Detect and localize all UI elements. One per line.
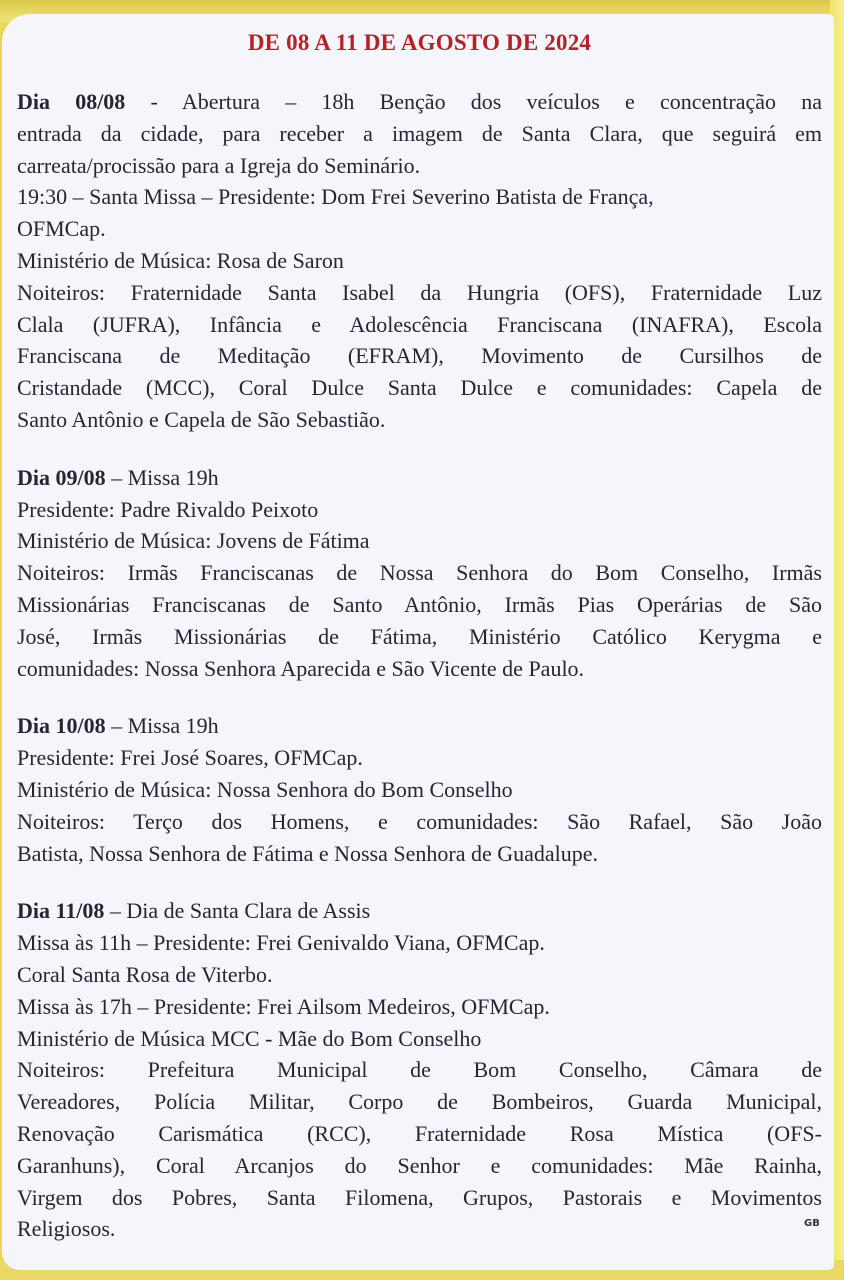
text-line: Ministério de Música: Nossa Senhora do Bom Conselho <box>17 776 513 802</box>
text-line: Ministério de Música: Jovens de Fátima <box>17 528 370 554</box>
text-line: Noiteiros: Prefeitura Municipal de Bom Conselho, Câmara de <box>17 1057 822 1083</box>
text-line: Presidente: Padre Rivaldo Peixoto <box>17 496 319 522</box>
day-section-11-08 <box>17 895 822 1245</box>
day-date: Dia 11/08 <box>17 898 105 924</box>
text-line: Noiteiros: Fraternidade Santa Isabel da Hungria (OFS), Fraternidade Luz <box>17 279 822 305</box>
text-line: Santo Antônio e Capela de São Sebastião. <box>17 406 386 432</box>
day-date: Dia 08/08 <box>17 89 126 114</box>
text-line: Missionárias Franciscanas de Santo Antônio, Irmãs Pias Operárias de São <box>17 591 822 617</box>
day-first-line <box>17 710 822 742</box>
text-line: Noiteiros: Irmãs Franciscanas de Nossa Senhora do Bom Conselho, Irmãs <box>17 560 822 586</box>
text-line: Missa às 17h – Presidente: Frei Ailsom Medeiros, OFMCap. <box>17 993 550 1019</box>
day-section-09-08 <box>17 462 822 685</box>
page-title: DE 08 A 11 DE AGOSTO DE 2024 <box>247 30 592 55</box>
text-line: - Abertura – 18h Benção dos veículos e concentração na <box>150 89 822 114</box>
text-line: Vereadores, Polícia Militar, Corpo de Bombeiros, Guarda Municipal, <box>17 1089 822 1115</box>
text-line: Ministério de Música MCC - Mãe do Bom Conselho <box>17 1025 482 1051</box>
day-section-10-08 <box>17 710 822 869</box>
text-line: entrada da cidade, para receber a imagem de Santa Clara, que seguirá em <box>17 120 822 146</box>
day-section-08-08 <box>17 86 822 436</box>
text-line: Noiteiros: Terço dos Homens, e comunidades: São Rafael, São João <box>17 808 822 834</box>
text-line: 19:30 – Santa Missa – Presidente: Dom Frei Severino Batista de França, <box>17 184 654 210</box>
text-line: Religiosos. <box>17 1216 116 1242</box>
text-line: comunidades: Nossa Senhora Aparecida e São Vicente de Paulo. <box>17 655 585 681</box>
text-line: Presidente: Frei José Soares, OFMCap. <box>17 745 363 771</box>
day-date: Dia 09/08 <box>17 464 106 490</box>
text-line: Batista, Nossa Senhora de Fátima e Nossa Senhora de Guadalupe. <box>17 840 599 866</box>
text-line: Renovação Carismática (RCC), Fraternidade Rosa Mística (OFS- <box>17 1120 822 1146</box>
text-line: Garanhuns), Coral Arcanjos do Senhor e comunidades: Mãe Rainha, <box>17 1152 822 1178</box>
text-line: Ministério de Música: Rosa de Saron <box>17 247 344 273</box>
text-line: José, Irmãs Missionárias de Fátima, Ministério Católico Kerygma e <box>17 623 822 649</box>
program-sheet <box>2 14 834 1270</box>
text-line: Franciscana de Meditação (EFRAM), Movimento de Cursilhos de <box>17 343 822 369</box>
day-first-line <box>17 86 822 118</box>
text-line: – Missa 19h <box>111 464 219 490</box>
day-first-line <box>17 895 822 927</box>
text-line: – Missa 19h <box>111 713 219 739</box>
text-line: Cristandade (MCC), Coral Dulce Santa Dulce e comunidades: Capela de <box>17 375 822 401</box>
day-date: Dia 10/08 <box>17 713 106 739</box>
text-line: – Dia de Santa Clara de Assis <box>109 898 371 924</box>
corner-stamp: GB <box>804 1218 820 1229</box>
text-line: Missa às 11h – Presidente: Frei Genivaldo Viana, OFMCap. <box>17 930 545 956</box>
day-first-line <box>17 462 822 494</box>
text-line: Virgem dos Pobres, Santa Filomena, Grupos, Pastorais e Movimentos <box>17 1184 822 1210</box>
text-line: carreata/procissão para a Igreja do Seminário. <box>17 152 421 178</box>
text-line: Clala (JUFRA), Infância e Adolescência Franciscana (INAFRA), Escola <box>17 311 822 337</box>
text-line: Coral Santa Rosa de Viterbo. <box>17 961 273 987</box>
text-line: OFMCap. <box>17 216 106 242</box>
